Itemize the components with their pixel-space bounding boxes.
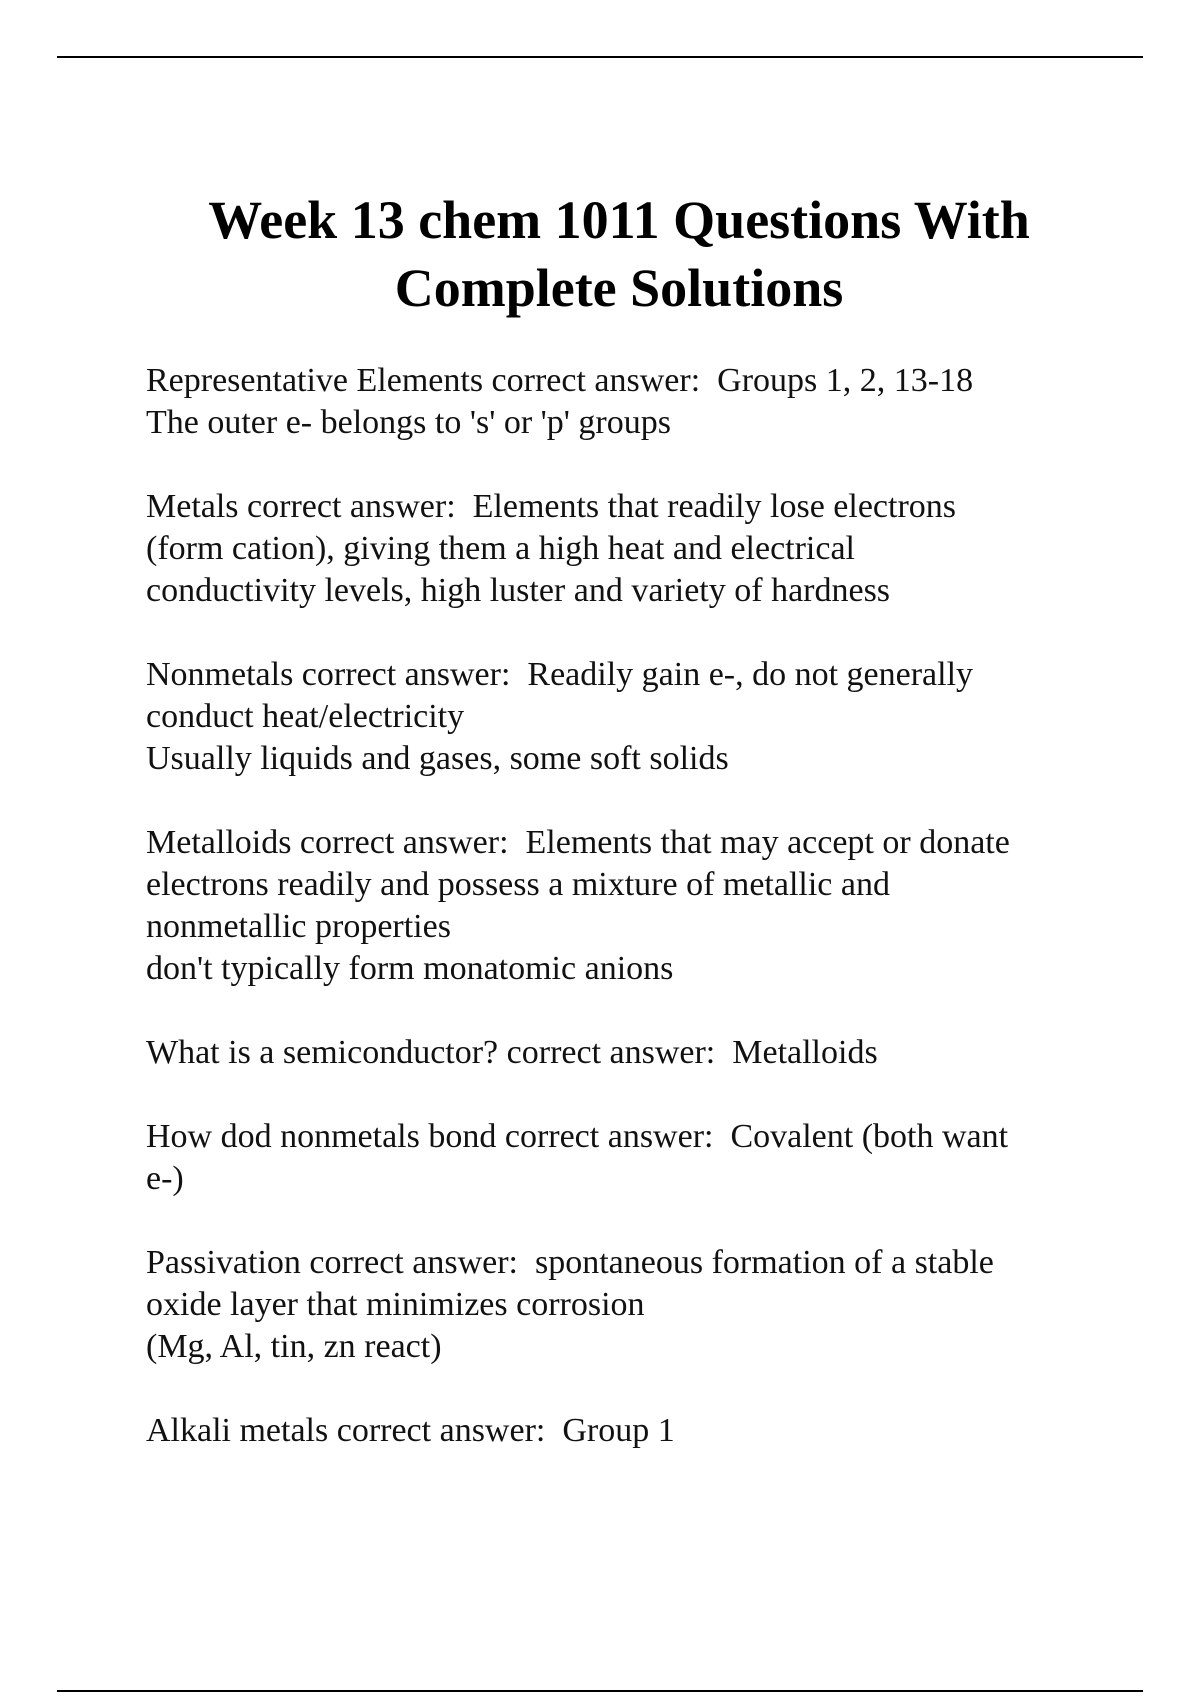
document-title [100, 186, 1138, 322]
bottom-rule [57, 1690, 1143, 1692]
entry-line: Usually liquids and gases, some soft solids [146, 740, 729, 777]
entry-line: nonmetallic properties [146, 908, 451, 945]
qa-entry-metalloids [146, 822, 1086, 990]
title-line: Week 13 chem 1011 Questions With [208, 190, 1030, 250]
qa-entry-alkali-metals [146, 1410, 1086, 1452]
entry-line: The outer e- belongs to 's' or 'p' groups [146, 404, 671, 441]
entry-line: electrons readily and possess a mixture of metallic and [146, 866, 890, 903]
entry-line: (Mg, Al, tin, zn react) [146, 1328, 442, 1365]
entry-line: conduct heat/electricity [146, 698, 465, 735]
entry-line: oxide layer that minimizes corrosion [146, 1286, 645, 1323]
entry-line: What is a semiconductor? correct answer: Metalloids [146, 1034, 878, 1071]
entry-line: conductivity levels, high luster and variety of hardness [146, 572, 891, 609]
qa-entry-passivation [146, 1242, 1086, 1368]
entry-line: Nonmetals correct answer: Readily gain e-, do not generally [146, 656, 974, 693]
qa-entry-representative-elements [146, 360, 1086, 444]
qa-entry-nonmetal-bonding [146, 1116, 1086, 1200]
entry-line: Passivation correct answer: spontaneous formation of a stable [146, 1244, 994, 1281]
qa-entry-semiconductor [146, 1032, 1086, 1074]
qa-entry-metals [146, 486, 1086, 612]
qa-list [146, 360, 1086, 1494]
entry-line: (form cation), giving them a high heat and electrical [146, 530, 856, 567]
entry-line: Metalloids correct answer: Elements that may accept or donate [146, 824, 1010, 861]
title-line: Complete Solutions [394, 258, 844, 318]
entry-line: How dod nonmetals bond correct answer: Covalent (both want [146, 1118, 1009, 1155]
entry-line: Alkali metals correct answer: Group 1 [146, 1412, 675, 1449]
entry-line: don't typically form monatomic anions [146, 950, 674, 987]
qa-entry-nonmetals [146, 654, 1086, 780]
entry-line: e-) [146, 1160, 184, 1197]
top-rule [57, 56, 1143, 58]
entry-line: Representative Elements correct answer: Groups 1, 2, 13-18 [146, 362, 974, 399]
entry-line: Metals correct answer: Elements that readily lose electrons [146, 488, 957, 525]
